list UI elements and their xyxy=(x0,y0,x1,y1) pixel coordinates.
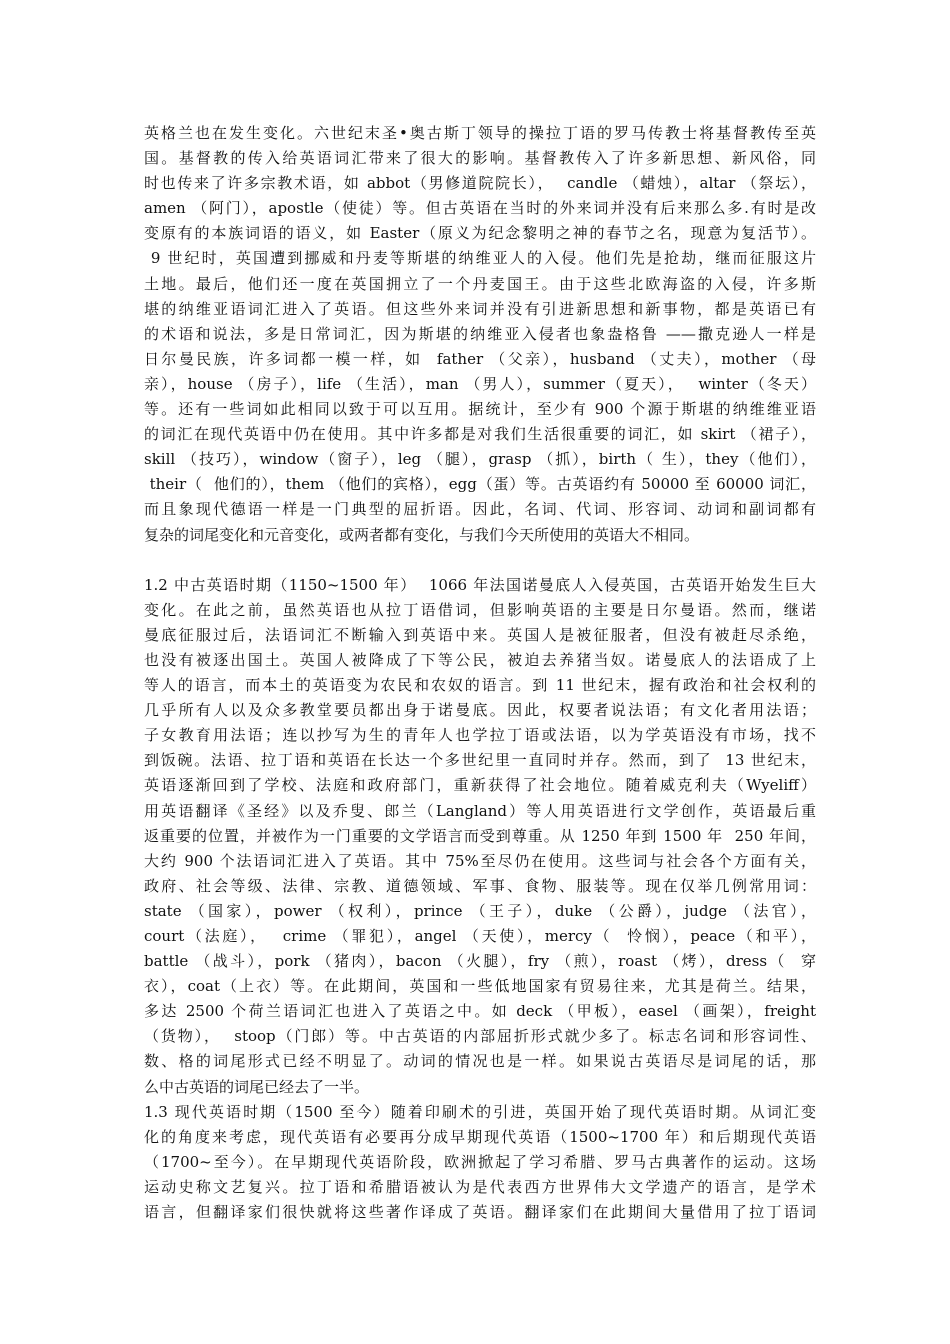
text-line: 政府、社会等级、法律、宗教、道德领域、军事、食物、服装等。现在仅举几例常用词： xyxy=(144,876,816,895)
text-line: 亲），house （房子），life （生活），man （男人），summer（夏天）， winter（冬天） xyxy=(144,374,816,393)
text-line: 到饭碗。法语、拉丁语和英语在长达一个多世纪里一直同时并存。然而，到了 13 世纪末， xyxy=(144,751,816,770)
text-line: 英格兰也在发生变化。六世纪末圣•奥古斯丁领导的操拉丁语的罗马传教士将基督教传至英 xyxy=(144,124,816,142)
text-line: 衣），coat（上衣）等。在此期间，英国和一些低地国家有贸易往来，尤其是荷兰。结果， xyxy=(144,977,816,996)
text-line: 国。基督教的传入给英语词汇带来了很大的影响。基督教传入了许多新思想、新风俗，同 xyxy=(144,149,816,168)
text-line: 子女教育用法语；连以抄写为生的青年人也学拉丁语或法语，以为学英语没有市场，找不 xyxy=(144,726,816,745)
document-body xyxy=(144,121,816,1225)
paragraph-modern-english xyxy=(144,1100,816,1225)
text-line: 复杂的词尾变化和元音变化，或两者都有变化，与我们今天所使用的英语大不相同。 xyxy=(144,525,700,544)
text-line: 也没有被逐出国土。英国人被降成了下等公民，被迫去养猪当奴。诺曼底人的法语成了上 xyxy=(144,650,816,669)
text-line: 数、格的词尾形式已经不明显了。动词的情况也是一样。如果说古英语尽是词尾的话，那 xyxy=(144,1052,816,1071)
text-line: 1.3 现代英语时期（1500 至今）随着印刷术的引进，英国开始了现代英语时期。从词汇变 xyxy=(144,1102,816,1121)
text-line: their（ 他们的），them （他们的宾格），egg（蛋）等。古英语约有 50000 至 60000 词汇， xyxy=(144,475,816,494)
text-line: 变原有的本族词语的语义，如 Easter（原义为纪念黎明之神的春节之名，现意为复活节）。 xyxy=(144,224,816,243)
text-line: 语言，但翻译家们很快就将这些著作译成了英语。翻译家们在此期间大量借用了拉丁语词 xyxy=(144,1203,816,1222)
text-line: state （国家），power （权利），prince （王子），duke （公爵），judge （法官）， xyxy=(144,901,816,920)
paragraph-old-english xyxy=(144,121,816,548)
text-line: 9 世纪时，英国遭到挪威和丹麦等斯堪的纳维亚人的入侵。他们先是抢劫，继而征服这片 xyxy=(144,249,816,268)
text-line: 等人的语言，而本土的英语变为农民和农奴的语言。到 11 世纪末，握有政治和社会权利的 xyxy=(144,676,816,695)
text-line: skill （技巧），window（窗子），leg （腿），grasp （抓），birth（ 生），they（他们）， xyxy=(144,450,816,469)
text-line: 的术语和说法，多是日常词汇，因为斯堪的纳维亚入侵者也象盎格鲁 ——撒克逊人一样是 xyxy=(144,324,816,343)
text-line: 英语逐渐回到了学校、法庭和政府部门，重新获得了社会地位。随着威克利夫（Wyeliff） xyxy=(144,776,816,795)
text-line: 曼底征服过后，法语词汇不断输入到英语中来。英国人是被征服者，但没有被赶尽杀绝， xyxy=(144,625,816,644)
text-line: 土地。最后，他们还一度在英国拥立了一个丹麦国王。由于这些北欧海盗的入侵，许多斯 xyxy=(144,274,816,293)
text-line: 大约 900 个法语词汇进入了英语。其中 75%至尽仍在使用。这些词与社会各个方面有关， xyxy=(144,851,816,870)
text-line: （货物）， stoop（门郎）等。中古英语的内部屈折形式就少多了。标志名词和形容词性、 xyxy=(144,1027,816,1046)
text-line: 时也传来了许多宗教术语，如 abbot（男修道院院长）， candle （蜡烛），altar （祭坛）， xyxy=(144,174,816,193)
text-line: 日尔曼民族，许多词都一模一样，如 father （父亲），husband （丈夫），mother （母 xyxy=(144,349,816,368)
paragraph-middle-english xyxy=(144,573,816,1100)
text-line: 1.2 中古英语时期（1150~1500 年） 1066 年法国诺曼底人入侵英国，古英语开始发生巨大 xyxy=(144,575,816,594)
text-line: 运动史称文艺复兴。拉丁语和希腊语被认为是代表西方世界伟大文学遗产的语言，是学术 xyxy=(144,1177,816,1196)
text-line: 堪的纳维亚语词汇进入了英语。但这些外来词并没有引进新思想和新事物，都是英语已有 xyxy=(144,299,816,318)
text-line: battle （战斗），pork （猪肉），bacon （火腿），fry （煎），roast （烤），dress（ 穿 xyxy=(144,952,816,971)
paragraph-spacer xyxy=(144,548,816,573)
text-line: 化的角度来考虑，现代英语有必要再分成早期现代英语（1500~1700 年）和后期现代英语 xyxy=(144,1127,816,1146)
text-line: 返重要的位置，并被作为一门重要的文学语言而受到尊重。从 1250 年到 1500 年 250 年间， xyxy=(144,826,816,845)
text-line: 么中古英语的词尾已经去了一半。 xyxy=(144,1077,370,1096)
text-line: 用英语翻译《圣经》以及乔叟、郎兰（Langland）等人用英语进行文学创作，英语最后重 xyxy=(144,801,816,820)
text-line: （1700~至今）。在早期现代英语阶段，欧洲掀起了学习希腊、罗马古典著作的运动。这场 xyxy=(144,1152,816,1171)
text-line: amen （阿门），apostle（使徒）等。但古英语在当时的外来词并没有后来那么多.有时是改 xyxy=(144,199,816,218)
text-line: 多达 2500 个荷兰语词汇也进入了英语之中。如 deck （甲板），easel （画架），freight xyxy=(144,1002,816,1021)
text-line: 几乎所有人以及众多教堂要员都出身于诺曼底。因此，权要者说法语；有文化者用法语； xyxy=(144,701,816,720)
text-line: 变化。在此之前，虽然英语也从拉丁语借词，但影响英语的主要是日尔曼语。然而，继诺 xyxy=(144,600,816,619)
text-line: 等。还有一些词如此相同以致于可以互用。据统计，至少有 900 个源于斯堪的纳维维亚语 xyxy=(144,400,816,419)
text-line: court（法庭）， crime （罪犯），angel （天使），mercy（ 怜悯），peace（和平）， xyxy=(144,927,816,945)
text-line: 的词汇在现代英语中仍在使用。其中许多都是对我们生活很重要的词汇，如 skirt （裙子）， xyxy=(144,425,816,444)
text-line: 而且象现代德语一样是一门典型的屈折语。因此，名词、代词、形容词、动词和副词都有 xyxy=(144,500,816,519)
